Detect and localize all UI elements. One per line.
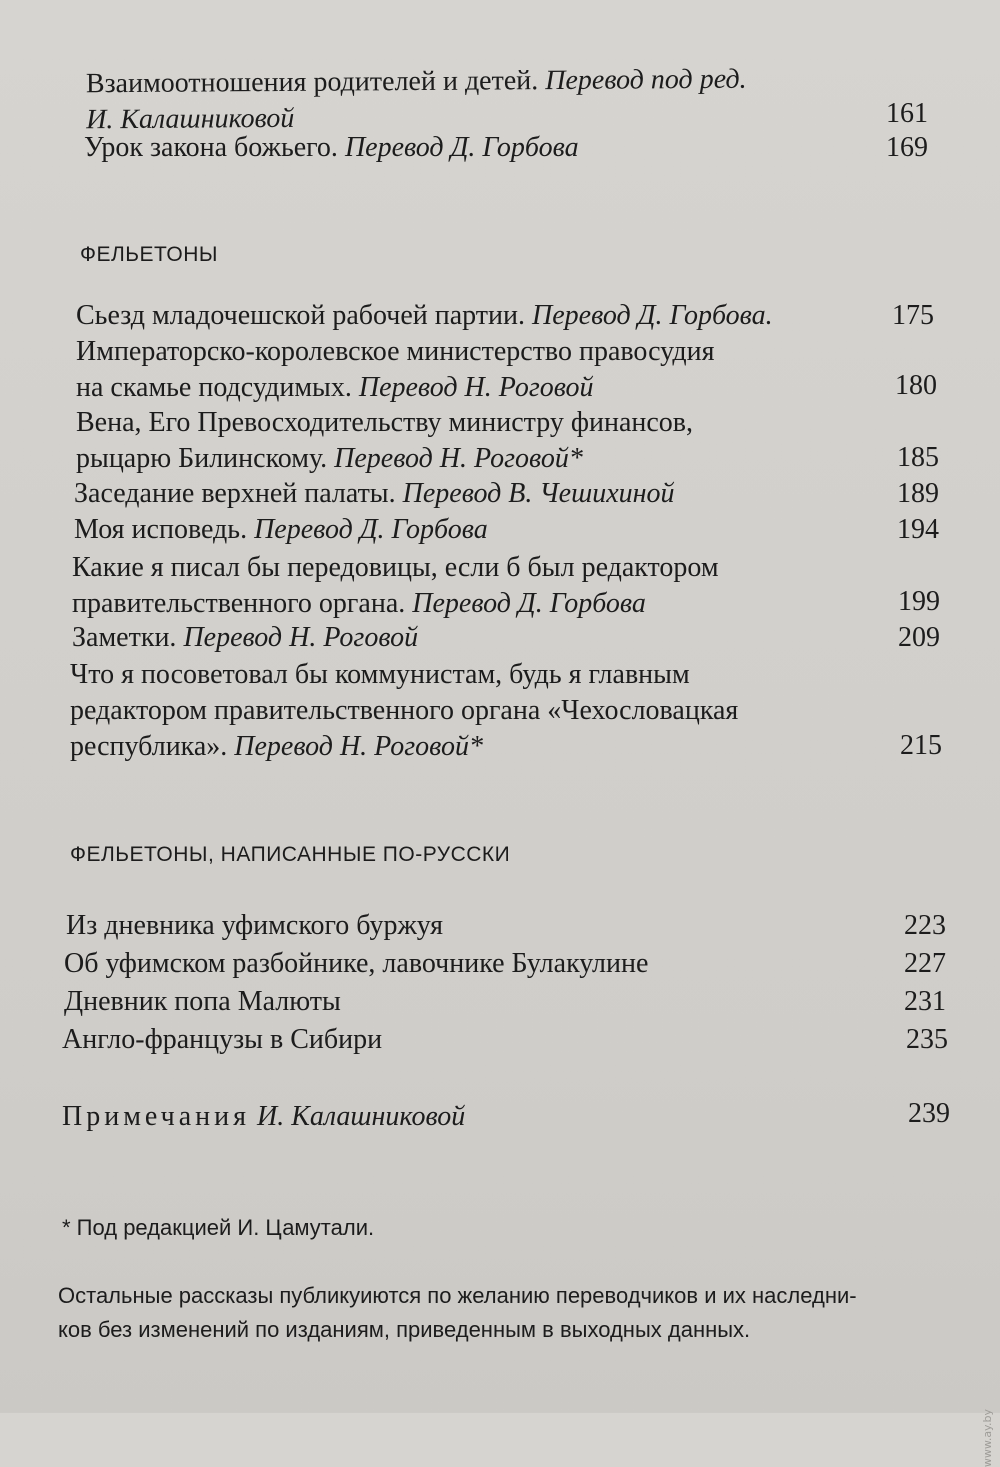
toc-entry-title: Сьезд младочешской рабочей партии. [76, 300, 526, 331]
toc-page-number: 215 [900, 730, 942, 761]
toc-entry-title: правительственного органа. [72, 588, 406, 619]
toc-entry [72, 620, 418, 656]
footnote-line: Остальные рассказы публикуиются по желанию переводчиков и их наследни- [58, 1283, 857, 1308]
toc-entry-line [72, 550, 719, 586]
toc-page-number: 189 [897, 478, 939, 509]
toc-page-number: 209 [898, 622, 940, 653]
toc-entry-title: Вена, Его Превосходительству министру финансов, [76, 407, 694, 438]
section-heading-russian-feuilletons: ФЕЛЬЕТОНЫ, НАПИСАННЫЕ ПО-РУССКИ [70, 843, 511, 866]
toc-entry [66, 908, 443, 944]
notes-title: Примечания [62, 1101, 251, 1132]
toc-entry-translator: Перевод Н. Роговой* [334, 443, 583, 474]
toc-entry [76, 334, 715, 406]
toc-entry-line [70, 693, 738, 729]
toc-entry-line [76, 298, 773, 334]
toc-entry-translator: Перевод Д. Горбова [412, 588, 646, 619]
toc-entry-translator: И. Калашниковой [86, 102, 295, 136]
toc-page-number: 161 [886, 98, 928, 129]
toc-entry-title: Англо-французы в Сибири [62, 1024, 383, 1055]
toc-entry [76, 405, 693, 477]
toc-page-number: 194 [897, 514, 939, 545]
toc-entry-title: Урок закона божьего. [84, 132, 338, 163]
toc-entry-title: Что я посоветовал бы коммунистам, будь я главным [70, 659, 690, 690]
toc-entry [64, 984, 341, 1020]
toc-page-number: 169 [886, 132, 928, 163]
notes-author: И. Калашниковой [257, 1101, 466, 1132]
toc-entry-title: республика». [70, 731, 228, 762]
toc-entry-line [74, 476, 675, 512]
toc-entry-law-lesson [84, 130, 579, 166]
toc-entry [74, 476, 675, 512]
toc-entry [72, 550, 719, 622]
footnote-line: ков без изменений по изданиям, приведенным в выходных данных. [58, 1317, 751, 1342]
toc-entry-title: Из дневника уфимского буржуя [66, 910, 443, 941]
toc-entry-title: Какие я писал бы передовицы, если б был редактором [72, 552, 719, 583]
toc-entry-title: Об уфимском разбойнике, лавочнике Булакулине [64, 948, 649, 979]
toc-entry-line [62, 1099, 465, 1135]
toc-entry-line [86, 62, 747, 103]
toc-entry-line [76, 334, 715, 370]
toc-entry-line [72, 586, 719, 622]
toc-page-number: 223 [904, 910, 946, 941]
toc-entry [70, 657, 738, 765]
toc-entry-title: Моя исповедь. [74, 514, 248, 545]
toc-entry [64, 946, 648, 982]
toc-entry-title: Заметки. [72, 622, 177, 653]
toc-page-number: 175 [892, 300, 934, 331]
toc-page-number: 185 [897, 442, 939, 473]
toc-page-number: 239 [908, 1098, 950, 1129]
toc-entry-translator: Перевод Д. Горбова. [532, 300, 773, 331]
toc-entry-translator: Перевод Н. Роговой [358, 372, 594, 403]
toc-entry [62, 1022, 382, 1058]
toc-entry-title: Дневник попа Малюты [64, 986, 341, 1017]
toc-entry-line [76, 405, 693, 441]
toc-entry-notes [62, 1099, 465, 1135]
toc-page-number: 231 [904, 986, 946, 1017]
toc-entry-title: Взаимоотношения родителей и детей. [85, 65, 539, 100]
toc-entry-translator: Перевод под ред. [545, 63, 747, 97]
toc-entry-translator: Перевод Д. Горбова [254, 514, 488, 545]
toc-page-number: 235 [906, 1024, 948, 1055]
toc-entry-translator: Перевод Н. Роговой [183, 622, 419, 653]
toc-entry-line [76, 441, 693, 477]
toc-entry-line [76, 370, 715, 406]
toc-entry-line [70, 657, 738, 693]
toc-entry [76, 298, 773, 334]
toc-entry-translator: Перевод Н. Роговой* [234, 731, 483, 762]
footnote-publish-note [58, 1279, 857, 1347]
toc-entry-title: на скамье подсудимых. [76, 372, 352, 403]
toc-page-number: 227 [904, 948, 946, 979]
toc-entry-line [70, 729, 738, 765]
toc-entry-translator: Перевод В. Чешихиной [402, 478, 675, 509]
toc-page-number: 199 [898, 586, 940, 617]
toc-entry-line [72, 620, 418, 656]
section-heading-feuilletons: ФЕЛЬЕТОНЫ [80, 243, 219, 266]
footnote-editor: * Под редакцией И. Цамутали. [62, 1215, 375, 1240]
toc-entry-title: редактором правительственного органа «Чехословацкая [70, 695, 739, 726]
watermark: www.ay.by [981, 1409, 994, 1467]
toc-entry [74, 512, 488, 548]
toc-entry-translator: Перевод Д. Горбова [344, 132, 579, 163]
toc-entry-line [74, 512, 488, 548]
toc-entry-line [84, 130, 579, 166]
toc-entry-title: Заседание верхней палаты. [74, 478, 396, 509]
toc-entry-title: рыцарю Билинскому. [76, 443, 328, 474]
toc-entry-title: Императорско-королевское министерство правосудия [76, 336, 715, 367]
toc-entry-parents-children [86, 62, 747, 139]
toc-page-number: 180 [895, 370, 937, 401]
